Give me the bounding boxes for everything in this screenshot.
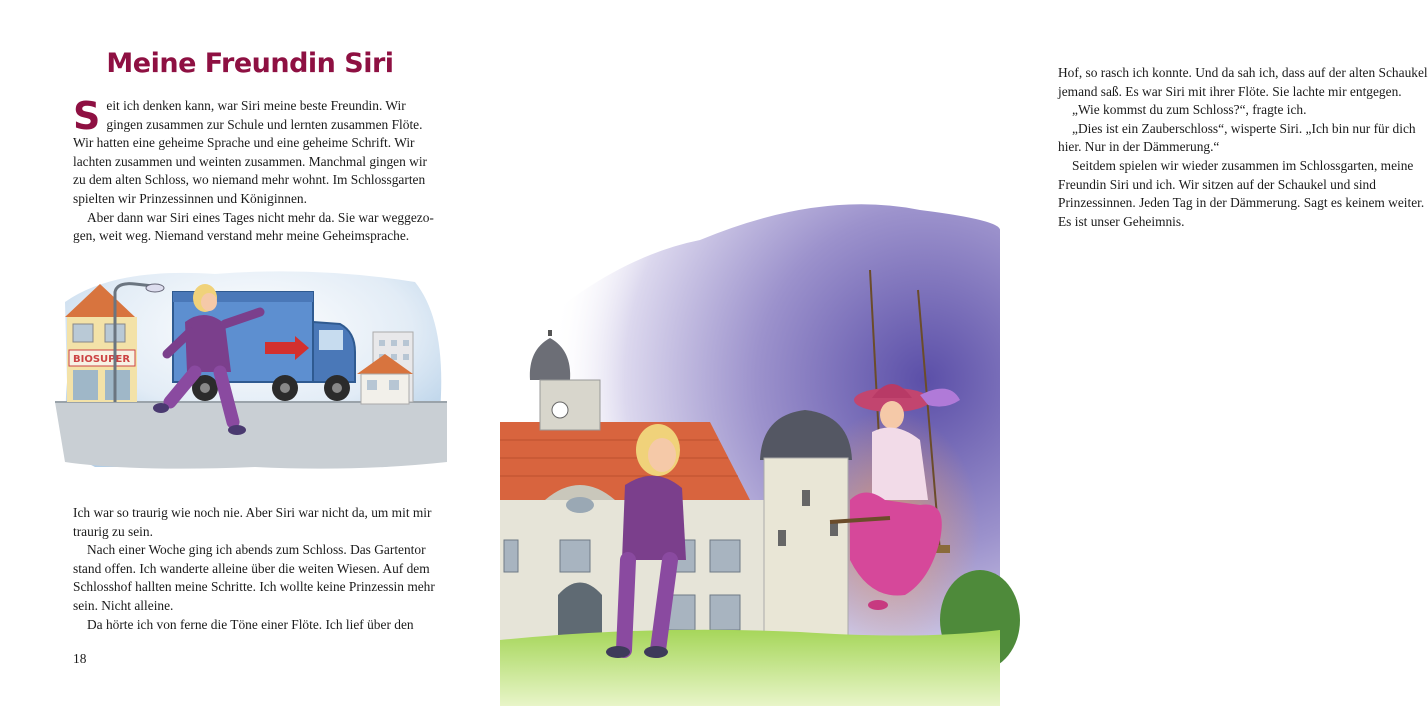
paragraph-4: Nach einer Woche ging ich abends zum Schloss. Das Gartentor stand offen. Ich wanderte alleine über die weiten Wiesen. Auf dem Schlosshof hallten meine Schritte. Ich wollte keine Prinzessin mehr sein. Nicht alleine. — [73, 542, 435, 613]
shop-sign: BIOSUPER — [73, 354, 131, 365]
drop-cap: S — [73, 94, 101, 138]
left-text-bottom — [73, 504, 440, 634]
left-text-top — [73, 94, 440, 246]
paragraph-9: Seitdem spielen wir wieder zusammen im Schlossgarten, meine Freundin Siri und ich. Wir sitzen auf der Schaukel und sind Prinzessinnen. Jeden Tag in der Dämmerung. Sagt es keinem weiter. Es ist unser Geheimnis. — [1058, 157, 1425, 229]
paragraph-1 — [73, 94, 440, 209]
paragraph-5: Da hörte ich von ferne die Töne einer Flöte. Ich lief über den — [87, 616, 414, 632]
paragraph-2: Aber dann war Siri eines Tages nicht mehr da. Sie war weggezogen, weit weg. Niemand verstand mehr meine Geheimsprache. — [73, 209, 434, 244]
castle-swing-illustration — [500, 200, 1000, 706]
right-text — [1058, 64, 1428, 231]
paragraph-6: Hof, so rasch ich konnte. Und da sah ich, dass auf der alten Schaukel jemand saß. Es war Siri mit ihrer Flöte. Sie lachte mir entgegen. — [1058, 65, 1428, 99]
paragraph-3: Ich war so traurig wie noch nie. Aber Siri war nicht da, um mit mir traurig zu sein. — [73, 505, 432, 539]
story-title: Meine Freundin Siri — [106, 48, 394, 79]
moving-truck-illustration — [55, 262, 447, 472]
right-page — [500, 0, 1428, 706]
paragraph-7: „Wie kommst du zum Schloss?“, fragte ich. — [1072, 102, 1307, 118]
left-page — [0, 0, 500, 706]
paragraph-8: „Dies ist ein Zauberschloss“, wisperte Siri. „Ich bin nur für dich hier. Nur in der Dämmerung.“ — [1058, 120, 1416, 155]
page-number: 18 — [73, 651, 87, 666]
paragraph-1-text: eit ich denken kann, war Siri meine beste Freundin. Wir gingen zusammen zur Schule und lernten zusammen Flöte. Wir hatten eine geheime Sprache und eine geheime Schrift. Wir lachten zusammen und weinten zusammen. Manchmal gingen wir zu dem alten Schloss, wo niemand mehr wohnt. Im Schlossgarten spielten wir Prinzessinnen und Königinnen. — [73, 98, 428, 206]
